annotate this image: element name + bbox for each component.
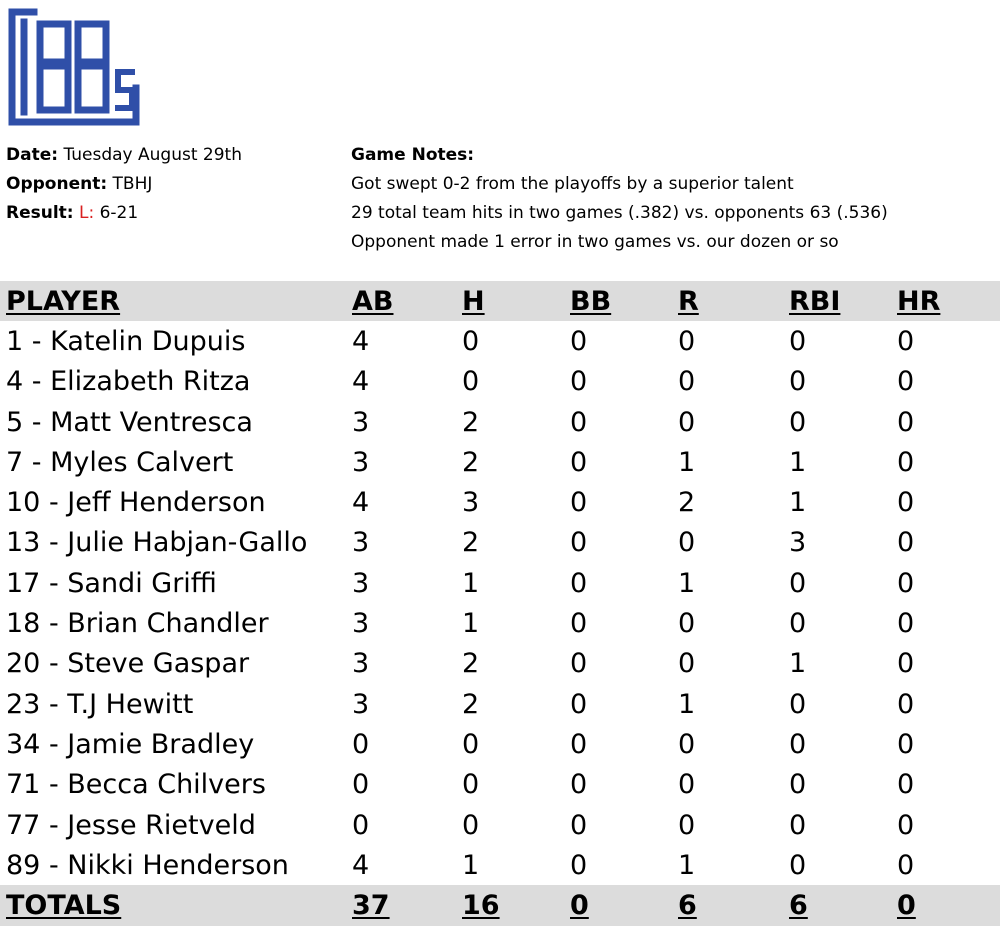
table-row	[0, 644, 1000, 684]
header-row	[0, 281, 1000, 321]
stat-cell-h: 0	[462, 769, 480, 801]
table-row	[0, 402, 1000, 442]
stat-cell-r: 0	[678, 406, 696, 438]
table-row	[0, 845, 1000, 885]
stat-cell-h: 1	[462, 567, 480, 599]
stat-cell-r: 0	[678, 325, 696, 357]
stat-cell-hr: 0	[897, 366, 915, 398]
stat-cell-h: 2	[462, 688, 480, 720]
stats-header	[0, 281, 1000, 321]
stats-table	[0, 281, 1000, 926]
stat-cell-ab: 3	[352, 688, 370, 720]
table-row	[0, 765, 1000, 805]
stat-cell-bb: 0	[570, 567, 588, 599]
stat-cell-hr: 0	[897, 688, 915, 720]
stat-cell-h: 2	[462, 527, 480, 559]
stat-cell-bb: 0	[570, 325, 588, 357]
game-note-line: Opponent made 1 error in two games vs. our dozen or so	[351, 232, 839, 252]
total-cell-ab: 37	[352, 890, 390, 922]
player-name-cell: 10 - Jeff Henderson	[6, 487, 266, 519]
stat-cell-h: 0	[462, 366, 480, 398]
stat-cell-rbi: 0	[789, 849, 807, 881]
table-row	[0, 362, 1000, 402]
table-row	[0, 684, 1000, 724]
stat-cell-ab: 0	[352, 728, 370, 760]
stat-cell-r: 0	[678, 608, 696, 640]
stat-cell-ab: 3	[352, 608, 370, 640]
date-label: Date:	[6, 145, 59, 165]
stat-cell-rbi: 1	[789, 446, 807, 478]
game-note-line: Got swept 0-2 from the playoffs by a superior talent	[351, 174, 794, 194]
total-cell-r: 6	[678, 890, 697, 922]
stat-cell-bb: 0	[570, 527, 588, 559]
stat-cell-hr: 0	[897, 487, 915, 519]
table-row	[0, 724, 1000, 764]
total-cell-h: 16	[462, 890, 500, 922]
stat-cell-r: 0	[678, 366, 696, 398]
column-header-player: PLAYER	[6, 285, 121, 317]
game-note-line: 29 total team hits in two games (.382) vs. opponents 63 (.536)	[351, 203, 888, 223]
game-notes	[351, 141, 888, 257]
stat-cell-ab: 0	[352, 769, 370, 801]
stat-cell-h: 2	[462, 446, 480, 478]
column-header-rbi: RBI	[789, 285, 841, 317]
stat-cell-bb: 0	[570, 608, 588, 640]
stat-cell-rbi: 0	[789, 769, 807, 801]
stat-cell-h: 1	[462, 849, 480, 881]
player-name-cell: 5 - Matt Ventresca	[6, 406, 253, 438]
column-header-h: H	[462, 285, 485, 317]
table-row	[0, 805, 1000, 845]
column-header-bb: BB	[570, 285, 612, 317]
stat-cell-ab: 4	[352, 487, 370, 519]
stat-cell-rbi: 0	[789, 608, 807, 640]
stat-cell-hr: 0	[897, 608, 915, 640]
stats-body	[0, 321, 1000, 885]
stat-cell-bb: 0	[570, 446, 588, 478]
stat-cell-bb: 0	[570, 406, 588, 438]
stat-cell-hr: 0	[897, 527, 915, 559]
column-header-r: R	[678, 285, 699, 317]
game-notes-title: Game Notes:	[351, 145, 475, 165]
stat-cell-bb: 0	[570, 688, 588, 720]
stat-cell-r: 1	[678, 849, 696, 881]
stat-cell-hr: 0	[897, 567, 915, 599]
stat-cell-rbi: 0	[789, 325, 807, 357]
stat-cell-r: 0	[678, 809, 696, 841]
player-name-cell: 13 - Julie Habjan-Gallo	[6, 527, 308, 559]
opponent-value: TBHJ	[107, 174, 153, 194]
stat-cell-hr: 0	[897, 849, 915, 881]
stat-cell-ab: 3	[352, 446, 370, 478]
stat-cell-r: 0	[678, 648, 696, 680]
stat-cell-h: 0	[462, 325, 480, 357]
stat-cell-h: 1	[462, 608, 480, 640]
stat-cell-r: 0	[678, 527, 696, 559]
stat-cell-h: 3	[462, 487, 480, 519]
player-name-cell: 7 - Myles Calvert	[6, 446, 234, 478]
stat-cell-ab: 3	[352, 527, 370, 559]
result-outcome: L:	[73, 203, 95, 223]
player-name-cell: 34 - Jamie Bradley	[6, 728, 255, 760]
game-info	[6, 141, 242, 228]
stat-cell-rbi: 1	[789, 487, 807, 519]
stat-cell-rbi: 0	[789, 728, 807, 760]
date-value: Tuesday August 29th	[58, 145, 242, 165]
stat-cell-hr: 0	[897, 648, 915, 680]
88s-logo-icon	[8, 8, 140, 126]
stat-cell-h: 2	[462, 406, 480, 438]
player-name-cell: 4 - Elizabeth Ritza	[6, 366, 251, 398]
stat-cell-r: 2	[678, 487, 696, 519]
stat-cell-ab: 3	[352, 406, 370, 438]
stats-footer	[0, 885, 1000, 925]
stat-cell-r: 0	[678, 728, 696, 760]
total-cell-rbi: 6	[789, 890, 808, 922]
total-cell-bb: 0	[570, 890, 589, 922]
stat-cell-rbi: 0	[789, 809, 807, 841]
stat-cell-rbi: 0	[789, 567, 807, 599]
stat-cell-bb: 0	[570, 487, 588, 519]
stat-cell-bb: 0	[570, 769, 588, 801]
stat-cell-hr: 0	[897, 809, 915, 841]
stat-cell-h: 0	[462, 809, 480, 841]
stat-cell-ab: 0	[352, 809, 370, 841]
stat-cell-rbi: 0	[789, 688, 807, 720]
table-row	[0, 482, 1000, 522]
totals-label: TOTALS	[6, 890, 122, 922]
stat-cell-bb: 0	[570, 728, 588, 760]
stat-cell-hr: 0	[897, 406, 915, 438]
date-line	[6, 141, 242, 170]
stat-cell-hr: 0	[897, 769, 915, 801]
stat-cell-hr: 0	[897, 446, 915, 478]
player-name-cell: 20 - Steve Gaspar	[6, 648, 250, 680]
stat-cell-h: 0	[462, 728, 480, 760]
stat-cell-ab: 4	[352, 849, 370, 881]
stat-cell-bb: 0	[570, 809, 588, 841]
result-line	[6, 199, 242, 228]
result-score: 6-21	[94, 203, 139, 223]
column-header-hr: HR	[897, 285, 941, 317]
stat-cell-h: 2	[462, 648, 480, 680]
stat-cell-rbi: 0	[789, 366, 807, 398]
column-header-ab: AB	[352, 285, 394, 317]
player-name-cell: 71 - Becca Chilvers	[6, 769, 266, 801]
stat-cell-ab: 4	[352, 325, 370, 357]
player-name-cell: 23 - T.J Hewitt	[6, 688, 194, 720]
result-label: Result:	[6, 203, 74, 223]
player-name-cell: 17 - Sandi Griffi	[6, 567, 217, 599]
total-cell-hr: 0	[897, 890, 916, 922]
opponent-line	[6, 170, 242, 199]
stat-cell-ab: 3	[352, 648, 370, 680]
stat-cell-r: 1	[678, 567, 696, 599]
player-name-cell: 18 - Brian Chandler	[6, 608, 269, 640]
stat-cell-bb: 0	[570, 648, 588, 680]
stat-cell-rbi: 1	[789, 648, 807, 680]
stat-cell-bb: 0	[570, 849, 588, 881]
stat-cell-hr: 0	[897, 728, 915, 760]
player-name-cell: 77 - Jesse Rietveld	[6, 809, 256, 841]
opponent-label: Opponent:	[6, 174, 108, 194]
stat-cell-r: 1	[678, 688, 696, 720]
stat-cell-rbi: 3	[789, 527, 807, 559]
table-row	[0, 523, 1000, 563]
player-name-cell: 1 - Katelin Dupuis	[6, 325, 246, 357]
stat-cell-ab: 3	[352, 567, 370, 599]
stat-cell-r: 0	[678, 769, 696, 801]
player-name-cell: 89 - Nikki Henderson	[6, 849, 289, 881]
table-row	[0, 321, 1000, 361]
table-row	[0, 603, 1000, 643]
stat-cell-hr: 0	[897, 325, 915, 357]
stat-cell-rbi: 0	[789, 406, 807, 438]
stat-cell-r: 1	[678, 446, 696, 478]
stat-cell-bb: 0	[570, 366, 588, 398]
totals-row	[0, 885, 1000, 925]
stat-cell-ab: 4	[352, 366, 370, 398]
table-row	[0, 563, 1000, 603]
table-row	[0, 442, 1000, 482]
